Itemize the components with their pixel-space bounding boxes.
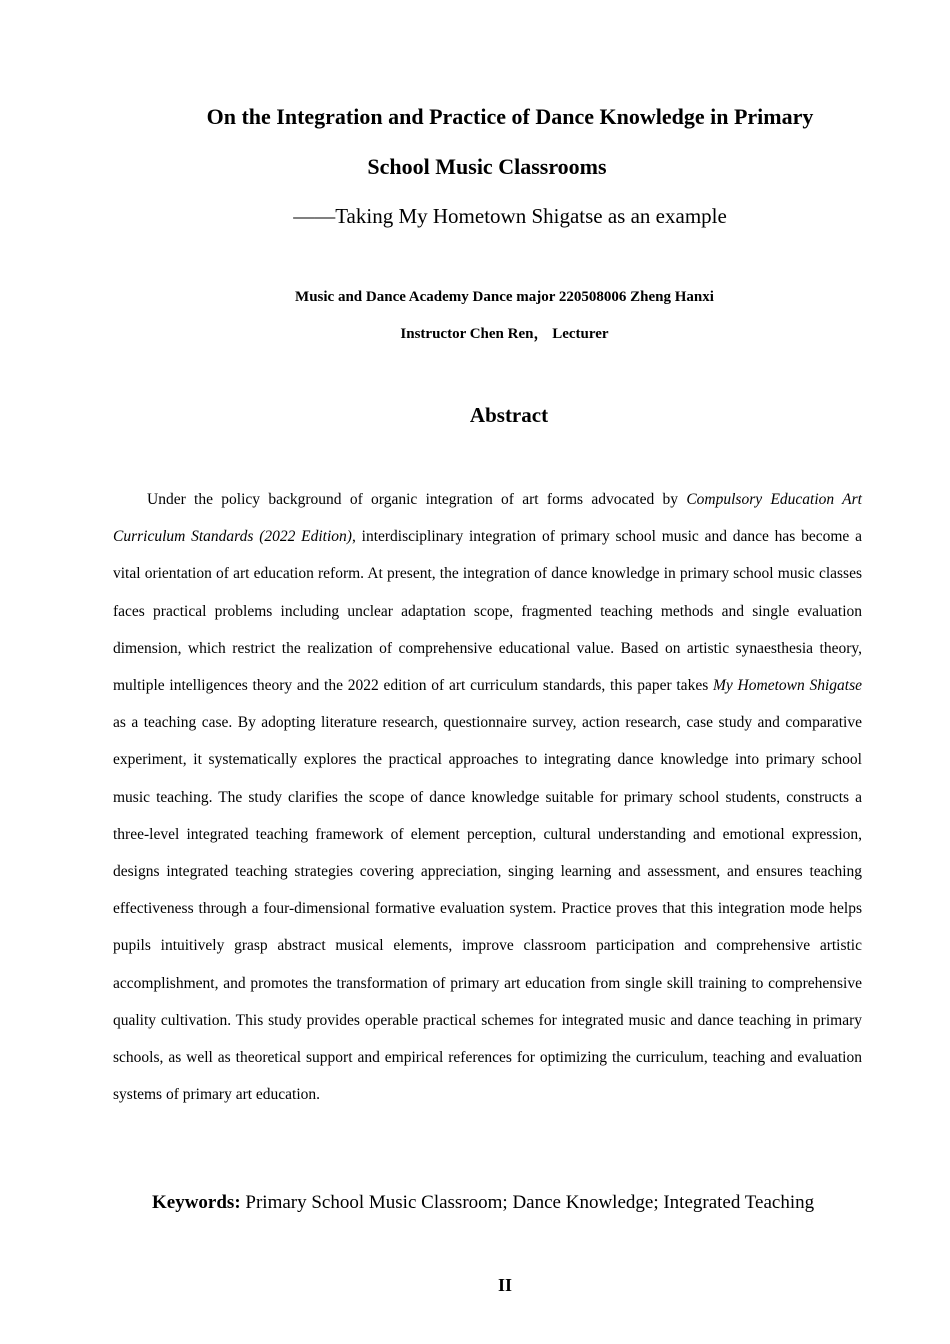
paper-title-line-2: School Music Classrooms [367, 154, 607, 179]
instructor-line: Instructor Chen Ren， Lecturer [400, 326, 609, 342]
abstract-text-segment: , interdisciplinary integration of primary school music and dance has become a vital orientation of art education reform. At present, the integration of dance knowledge in primary school music classes faces practical problems including unclear adaptation scope, fragmented teaching methods and single evaluation dimension, which restrict the realization of comprehensive educational value. Based on artistic synaesthesia theory, multiple intelligences theory and the 2022 edition of art curriculum standards, this paper takes [113, 528, 862, 695]
abstract-italic-case: My Hometown Shigatse [713, 677, 863, 695]
paper-subtitle: ——Taking My Hometown Shigatse as an example [293, 204, 727, 228]
author-line: Music and Dance Academy Dance major 220508006 Zheng Hanxi [295, 289, 714, 305]
abstract-text-segment: as a teaching case. By adopting literature research, questionnaire survey, action research, case study and comparative experiment, it systematically explores the practical approaches to integrating dance knowledge into primary school music teaching. The study clarifies the scope of dance knowledge suitable for primary school students, constructs a three-level integrated teaching framework of element perception, cultural understanding and emotional expression, designs integrated teaching strategies covering appreciation, singing learning and assessment, and ensures teaching effectiveness through a four-dimensional formative evaluation system. Practice proves that this integration mode helps pupils intuitively grasp abstract musical elements, improve classroom participation and comprehensive artistic accomplishment, and promotes the transformation of primary art education from single skill training to comprehensive quality cultivation. This study provides operable practical schemes for integrated music and dance teaching in primary schools, as well as theoretical support and empirical references for optimizing the curriculum, teaching and evaluation systems of primary art education. [113, 714, 862, 1104]
abstract-italic-reference: Compulsory Education Art Curriculum Standards (2022 Edition) [113, 491, 862, 546]
keywords-text: Primary School Music Classroom; Dance Knowledge; Integrated Teaching [240, 1192, 815, 1213]
abstract-paragraph [113, 481, 862, 1113]
keywords-label: Keywords: [152, 1192, 241, 1213]
keywords-line [152, 1190, 814, 1216]
abstract-heading: Abstract [469, 403, 549, 427]
page-number: II [497, 1275, 512, 1295]
abstract-text-segment: Under the policy background of organic integration of art forms advocated by [147, 491, 687, 508]
paper-title-line-1: On the Integration and Practice of Dance Knowledge in Primary [206, 104, 814, 129]
